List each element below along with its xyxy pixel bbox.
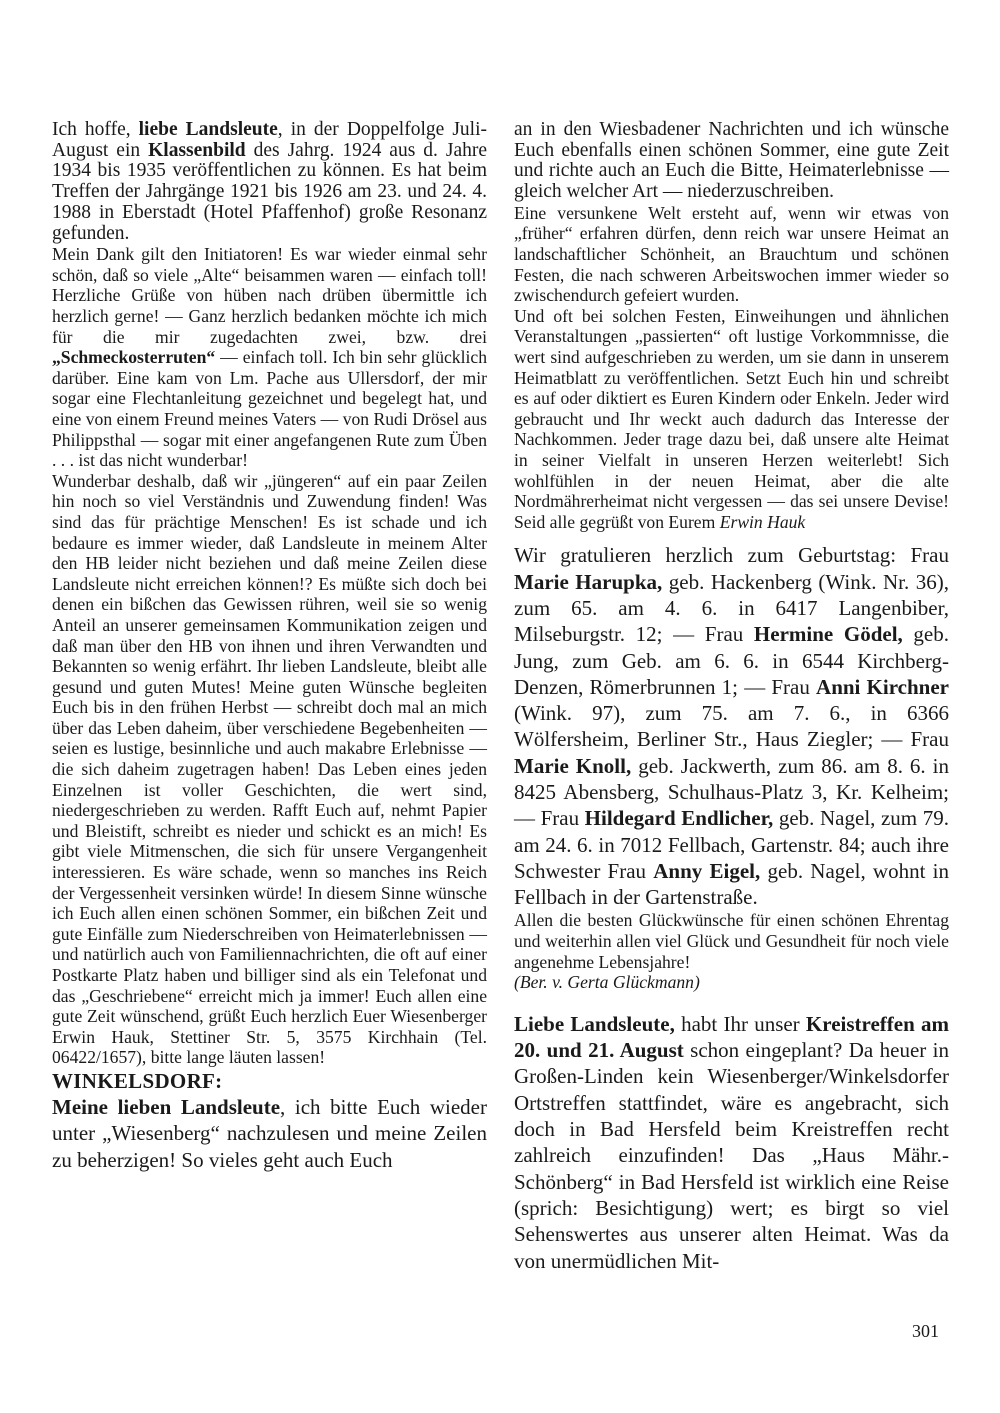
continued-paragraph: an in den Wiesbadener Nachrichten und ich wünsche Euch ebenfalls einen schönen Sommer, eine gute Zeit und richte auch an Euch die Bitte, Heimaterlebnisse — gleich welcher Art — niederzuschreiben. (514, 119, 949, 203)
birthday-paragraph (514, 542, 949, 910)
bold-name: Marie Knoll, (514, 753, 632, 778)
text-run: schon eingeplant? Da heuer in Großen-Linden kein Wiesenberger/Winkelsdorfer Ortstreffen stattfindet, wäre es angebracht, sich doch in Bad Hersfeld beim Kreistreffen recht zahlreich einzufinden! Das „Haus Mähr.-Schönberg“ in Bad Hersfeld ist wirklich eine Reise (sprich: Besichtigung) wert; es birgt so viel Sehenswertes aus unserer alten Heimat. Was da von unermüdlichen Mit- (514, 1038, 949, 1273)
appeal-paragraph: Wunderbar deshalb, daß wir „jüngeren“ auf ein paar Zeilen hin noch so viel Verständnis und Zuwendung finden! Was sind das für prächtige Menschen! Es ist schade und ich bedaure es immer wieder, daß Landsleute in meinem Alter den HB leider nicht beziehen und daß meine Zeilen diese Landsleute nicht erreichen können!? Es müßte sich doch bei denen ein bißchen das Gewissen rühren, weil sie so wenig Anteil an unserer gemeinsamen Kommunikation zeigen und daß man über den HB von ihnen und ihren Verwandten und Bekannten so wenig erfährt. Ihr lieben Landsleute, bleibt alle gesund und guten Mutes! Meine guten Wünsche begleiten Euch bis in den frühen Herbst — schreibt doch mal an mich über das Leben daheim, über verschiedene Begebenheiten — seien es lustige, besinnliche und auch makabre Erlebnisse — die sich daheim zugetragen haben! Das Leben eines jeden Einzelnen ist voller Geschichten, die wert sind, niedergeschrieben zu werden. Rafft Euch auf, nehmt Papier und Bleistift, schreibt es nieder und schickt es an mich! Es gibt viele Mitmenschen, die sich für unsere Vergangenheit interessieren. Es wäre schade, wenn so manches ins Reich der Vergessenheit versinken würde! In diesem Sinne wünsche ich Euch allen einen schönen Sommer, ein bißchen Zeit und gute Einfälle zum Niederschreiben von Heimaterlebnissen — und natürlich auch von Familiennachrichten, die oft auf einer Postkarte Platz haben und billiger sind als ein Telefonat und das „Geschriebene“ erreicht mich ja immer! Euch allen eine gute Zeit wünschend, grüßt Euch herzlich Euer Wiesenberger Erwin Hauk, Stettiner Str. 5, 3575 Kirchhain (Tel. 06422/1657), bitte lange läuten lassen! (52, 470, 487, 1068)
text-run: geb. Hackenberg (Wink. Nr. 36), zum 65. am 4. 6. in 6417 Langenbiber, Milseburgstr. 12; — Frau (514, 569, 950, 647)
left-column (52, 120, 487, 1173)
signature: Erwin Hauk (719, 511, 806, 532)
text-run: , in der Doppelfolge Juli-August ein (52, 119, 487, 161)
magazine-page (52, 120, 954, 1380)
text-run: (Wink. 97), zum 75. am 7. 6., in 6366 Wölfersheim, Berliner Str., Haus Ziegler; — Frau (514, 701, 949, 752)
bold-phrase: liebe Landsleute (138, 119, 278, 140)
bold-name: Anny Eigel, (653, 858, 761, 883)
winkelsdorf-paragraph (52, 1094, 487, 1173)
page-number: 301 (912, 1321, 939, 1341)
bold-phrase: Kreistreffen am 20. und 21. August (514, 1011, 949, 1063)
intro-paragraph (52, 120, 487, 244)
bold-phrase: Meine lieben Landsleute (52, 1094, 281, 1119)
text-run: Ich hoffe, (52, 119, 139, 140)
bold-phrase: Liebe Landsleute, (514, 1011, 675, 1036)
text-run: habt Ihr unser (674, 1011, 806, 1036)
bold-name: Anni Kirchner (816, 674, 949, 699)
text-run: geb. Nagel, zum 79. am 24. 6. in 7012 Fellbach, Gartenstr. 84; auch ihre Schwester Frau (514, 806, 949, 883)
kreistreffen-paragraph (514, 1011, 949, 1274)
wishes-paragraph (514, 910, 949, 992)
text-run: geb. Jung, zum Geb. am 6. 6. in 6544 Kirchberg-Denzen, Römerbrunnen 1; — Frau (514, 622, 949, 699)
text-run: des Jahrg. 1924 aus d. Jahre 1934 bis 1935 veröffentlichen zu können. Es hat beim Treffen der Jahrgänge 1921 bis 1926 am 23. und 24. 4. 1988 in Eberstadt (Hotel Pfaffenhof) große Resonanz gefunden. (52, 139, 487, 244)
memories-paragraph: Eine versunkene Welt ersteht auf, wenn wir etwas von „früher“ erfahren dürfen, denn reich war unsere Heimat an landschaftlicher Schönheit, an Brauchtum und schönen Festen, die nach schweren Arbeitswochen immer wieder so zwischendurch gefeiert wurden. (514, 202, 949, 306)
bold-phrase: Klassenbild (148, 139, 246, 161)
text-run: Und oft bei solchen Festen, Einweihungen und ähnlichen Veranstaltungen „passierten“ oft lustige Vorkommnisse, die wert sind aufgeschrieben zu werden, um sie dann in unserem Heimatblatt zu veröffentlichen. Setzt Euch hin und schreibt es auf oder diktiert es Euren Kindern oder Enkeln. Jeder wird gebraucht und Ihr weckt auch dadurch das Interesse der Nachkommen. Jeder trage dazu bei, daß unsere alte Heimat in seiner Vielfalt in unseren Herzen weiterlebt! Sich wohlfühlen in der neuen Heimat, aber die alte Nordmährerheimat nicht vergessen — das sei unsere Devise! Seid alle gegrüßt von Eurem (514, 305, 949, 532)
text-run: Mein Dank gilt den Initiatoren! Es war wieder einmal sehr schön, daß so viele „Alte“ beisammen waren — einfach toll! Herzliche Grüße von hüben nach drüben übermittle ich herzlich gerne! — Ganz herzlich bedanken möchte ich mich für die mir zugedachten zwei, bzw. drei (52, 244, 487, 347)
text-run: geb. Nagel, wohnt in Fellbach in der Gartenstraße. (514, 858, 949, 910)
text-run: geb. Jackwerth, zum 86. am 8. 6. in 8425 Abensberg, Schulhaus-Platz 3, Kr. Kelheim; — Frau (514, 753, 950, 831)
section-heading-winkelsdorf: WINKELSDORF: (52, 1068, 223, 1093)
bold-name: Hermine Gödel, (753, 622, 903, 647)
bold-name: Hildegard Endlicher, (584, 806, 774, 831)
thanks-paragraph (52, 244, 487, 471)
bold-name: Marie Harupka, (514, 569, 663, 594)
reporter-credit: (Ber. v. Gerta Glückmann) (514, 972, 700, 993)
text-run: — einfach toll. Ich bin sehr glücklich darüber. Eine kam von Lm. Pache aus Ullersdorf, der mir sogar eine Flechtanleitung gezeichnet und begelegt hat, und eine von einem Freund meines Vaters — von Rudi Drösel aus Philippsthal — sogar mit einer angefangenen Rute zum Üben . . . ist das nicht wunderbar! (52, 347, 487, 471)
bold-phrase: „Schmeckosterruten“ (52, 347, 216, 368)
right-column (514, 120, 949, 1274)
text-run: Wir gratulieren herzlich zum Geburtstag: Frau (514, 543, 949, 568)
text-run: , ich bitte Euch wieder unter „Wiesenberg“ nachzulesen und meine Zeilen zu beherzigen! So vieles geht auch Euch (52, 1094, 487, 1172)
text-run: Allen die besten Glückwünsche für einen schönen Ehrentag und weiterhin allen viel Glück und Gesundheit für noch viele angenehme Lebensjahre! (514, 910, 949, 972)
festivals-paragraph (514, 306, 949, 533)
